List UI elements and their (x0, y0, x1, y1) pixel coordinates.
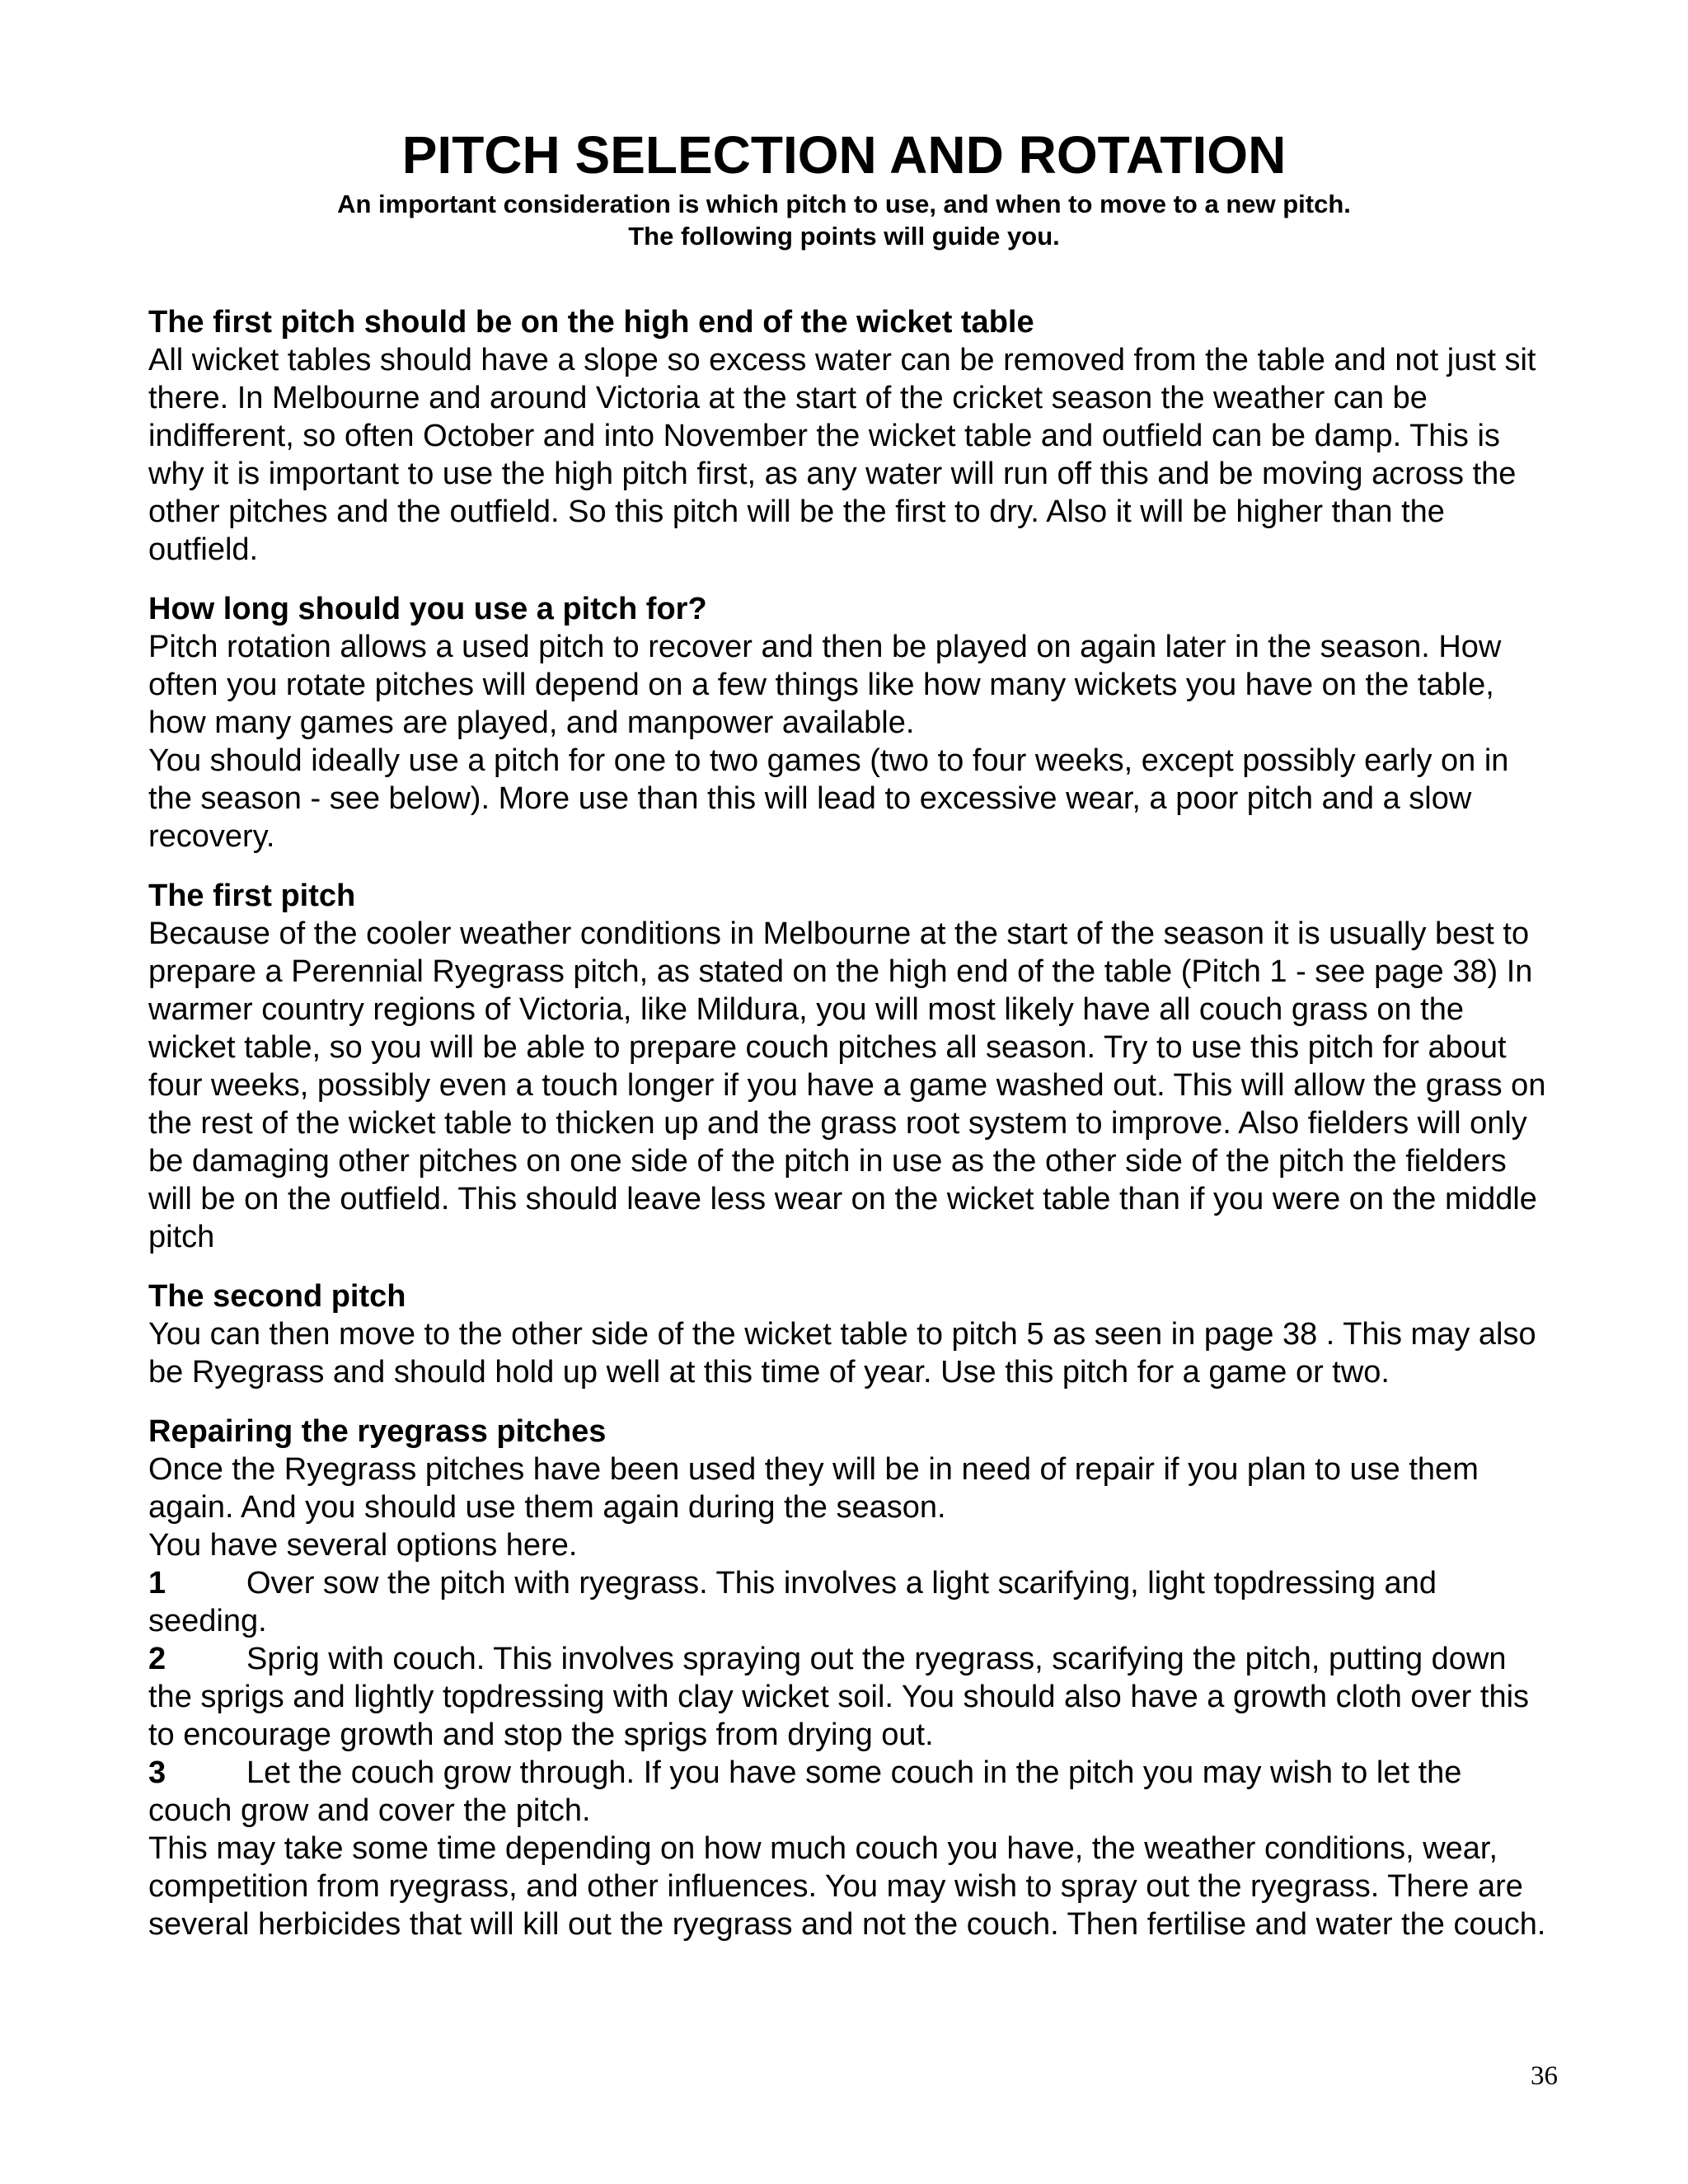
section-heading: The first pitch (148, 879, 356, 913)
section-heading: The second pitch (148, 1279, 406, 1314)
list-item (148, 1754, 1550, 1830)
section-first-pitch-high-end (148, 303, 1550, 569)
list-item-number: 3 (148, 1755, 166, 1790)
subtitle-line: The following points will guide you. (628, 222, 1060, 251)
section-heading: Repairing the ryegrass pitches (148, 1414, 607, 1449)
section-paragraph: Once the Ryegrass pitches have been used they will be in need of repair if you plan to use them again. And you should use them again during the season. (148, 1452, 1479, 1525)
document-body (148, 303, 1550, 1965)
section-repairing-ryegrass (148, 1413, 1550, 1943)
page-number: 36 (1531, 2061, 1558, 2091)
list-item-text: Over sow the pitch with ryegrass. This involves a light scarifying, light topdressing and seeding. (148, 1566, 1437, 1638)
section-second-pitch (148, 1277, 1550, 1391)
list-item-number: 2 (148, 1642, 166, 1676)
section-heading: How long should you use a pitch for? (148, 592, 707, 626)
section-paragraph: Pitch rotation allows a used pitch to recover and then be played on again later in the season. How often you rotate pitches will depend on a few things like how many wickets you have on the table, how many games are played, and manpower available. (148, 630, 1502, 740)
section-paragraph: All wicket tables should have a slope so excess water can be removed from the table and not just sit there. In Melbourne and around Victoria at the start of the cricket season the weather can be indifferent, so often October and into November the wicket table and outfield can be damp. This is why it is important to use the high pitch first, as any water will run off this and be moving across the other pitches and the outfield. So this pitch will be the first to dry. Also it will be higher than the outfield. (148, 343, 1536, 567)
section-paragraph: You can then move to the other side of the wicket table to pitch 5 as seen in page 38 . This may also be Ryegrass and should hold up well at this time of year. Use this pitch for a game or two. (148, 1317, 1536, 1390)
section-paragraph: You should ideally use a pitch for one to two games (two to four weeks, except possibly early on in the season - see below). More use than this will lead to excessive wear, a poor pitch and a slow recovery. (148, 743, 1509, 854)
page-title: PITCH SELECTION AND ROTATION (401, 125, 1287, 185)
section-paragraph: You have several options here. (148, 1528, 578, 1563)
section-first-pitch (148, 877, 1550, 1256)
list-item (148, 1640, 1550, 1754)
section-heading: The first pitch should be on the high end of the wicket table (148, 305, 1034, 340)
section-paragraph: This may take some time depending on how much couch you have, the weather conditions, wear, competition from ryegrass, and other influences. You may wish to spray out the ryegrass. There are several herbicides that will kill out the ryegrass and not the couch. Then fertilise and water the couch. (148, 1831, 1546, 1942)
subtitle-line: An important consideration is which pitch to use, and when to move to a new pitch. (337, 190, 1351, 218)
list-item (148, 1564, 1550, 1640)
list-item-text: Let the couch grow through. If you have some couch in the pitch you may wish to let the couch grow and cover the pitch. (148, 1755, 1462, 1828)
list-item-text: Sprig with couch. This involves spraying out the ryegrass, scarifying the pitch, putting down the sprigs and lightly topdressing with clay wicket soil. You should also have a growth cloth over this to encourage growth and stop the sprigs from drying out. (148, 1642, 1530, 1752)
section-how-long (148, 590, 1550, 855)
list-item-number: 1 (148, 1566, 166, 1601)
page-subtitle (0, 188, 1688, 252)
section-paragraph: Because of the cooler weather conditions in Melbourne at the start of the season it is usually best to prepare a Perennial Ryegrass pitch, as stated on the high end of the table (Pitch 1 - see page 38) In warmer country regions of Victoria, like Mildura, you will most likely have all couch grass on the wicket table, so you will be able to prepare couch pitches all season. Try to use this pitch for about four weeks, possibly even a touch longer if you have a game washed out. This will allow the grass on the rest of the wicket table to thicken up and the grass root system to improve. Also fielders will only be damaging other pitches on one side of the pitch in use as the other side of the pitch the fielders will be on the outfield. This should leave less wear on the wicket table than if you were on the middle pitch (148, 916, 1546, 1254)
